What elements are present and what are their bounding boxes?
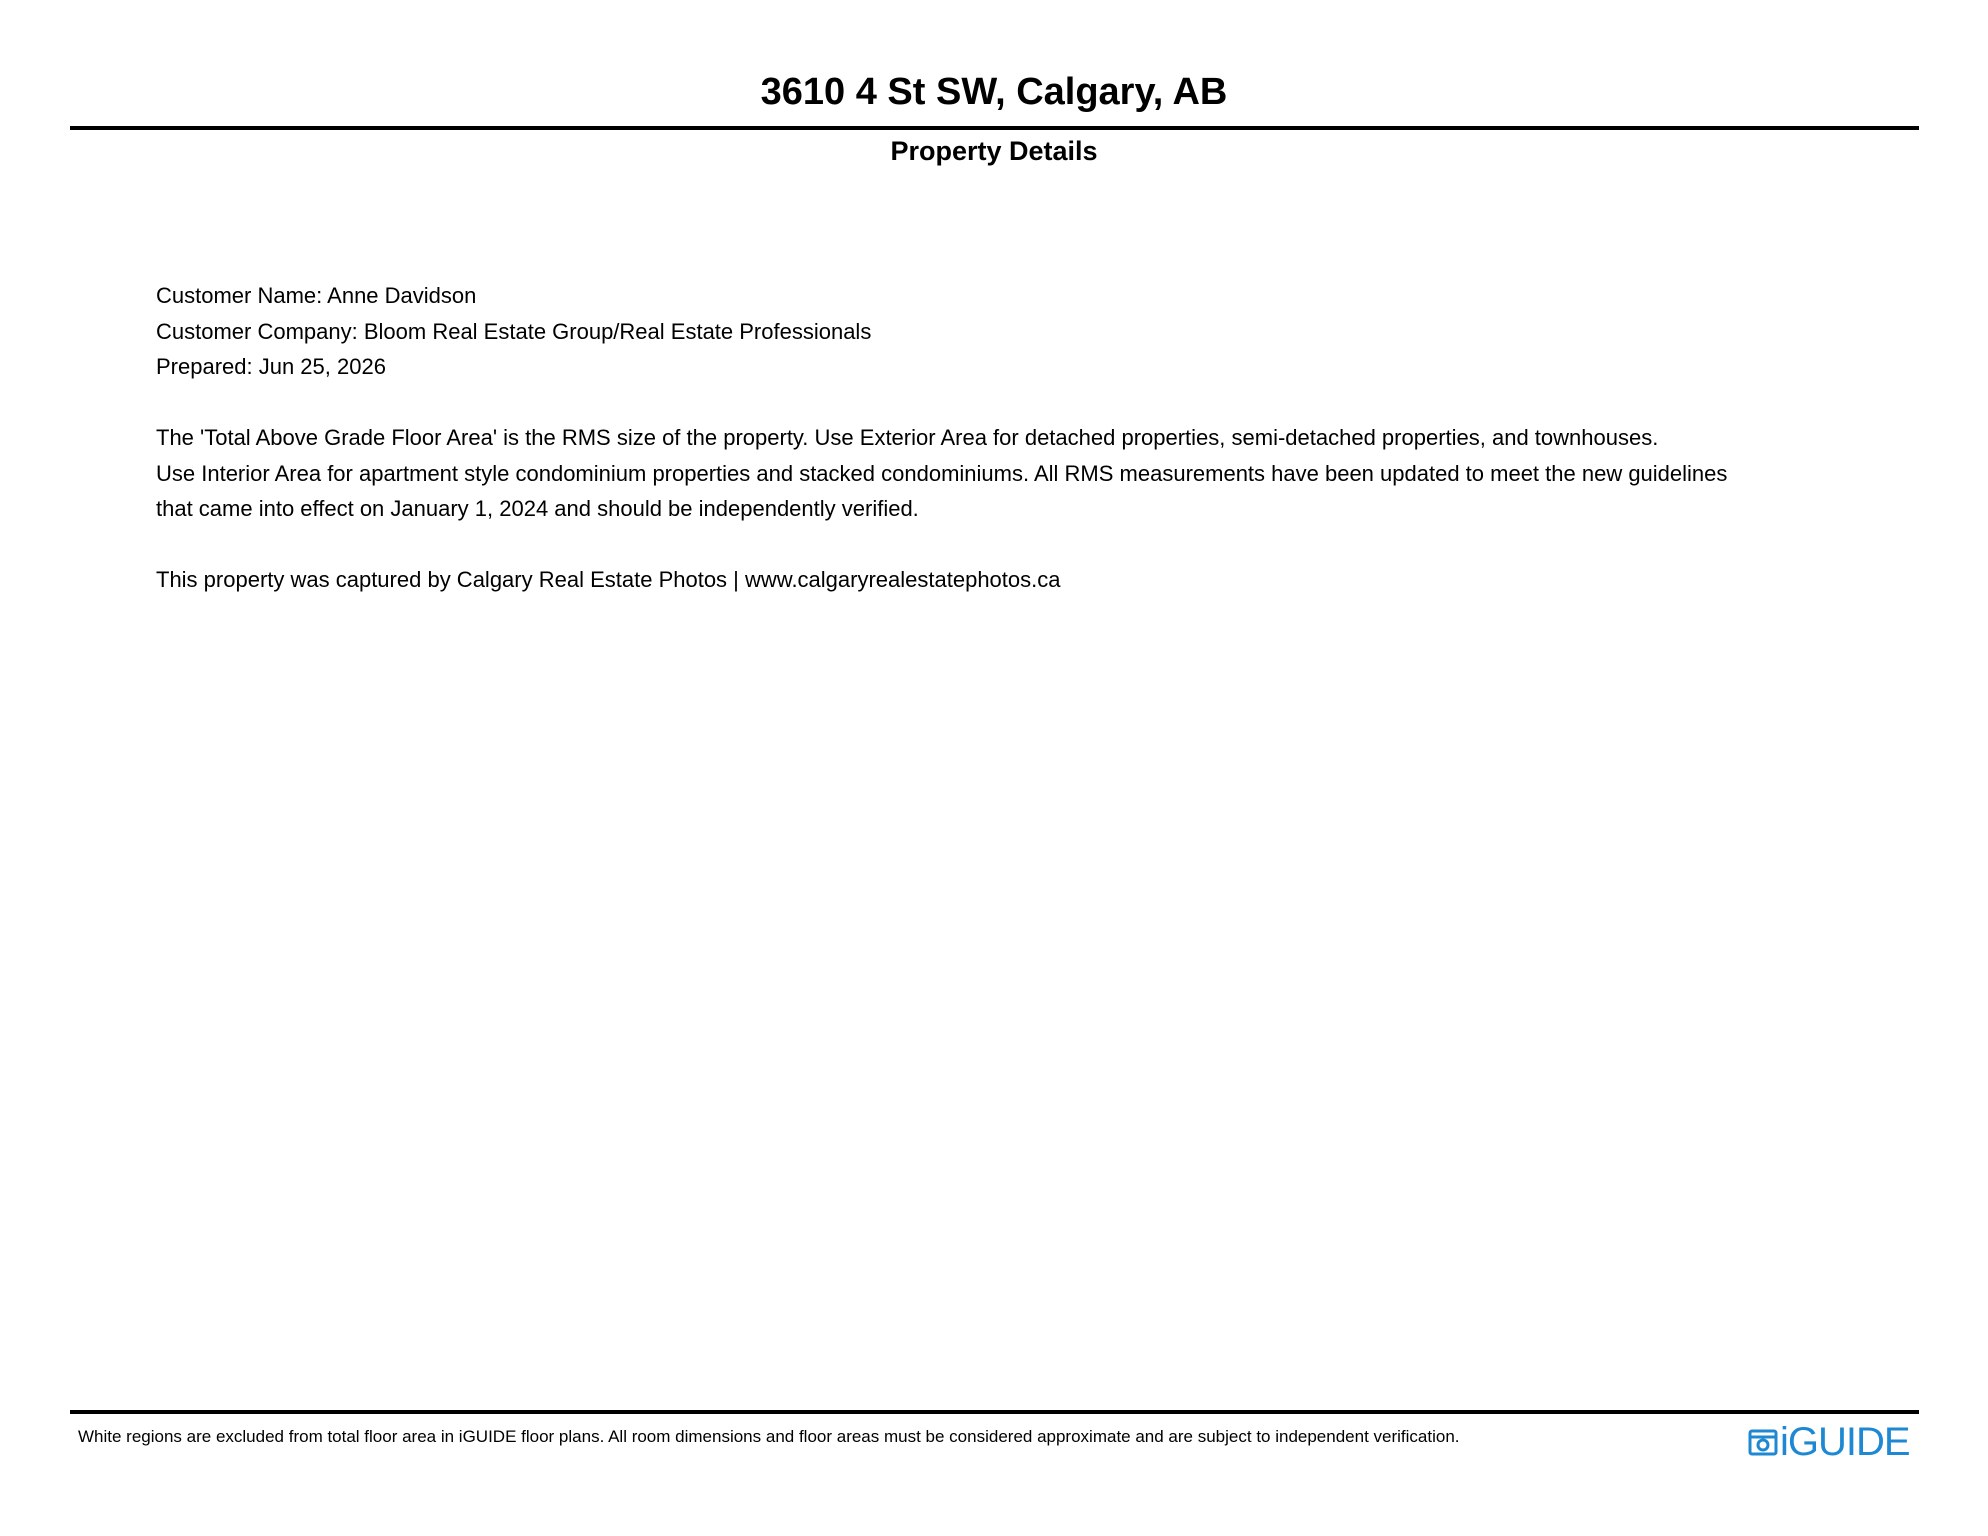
customer-company: Customer Company: Bloom Real Estate Group/Real Estate Professionals: [156, 318, 872, 344]
notice-line-2: Use Interior Area for apartment style condominium properties and stacked condominiums. All RMS measurements have been updated to meet the new guidelines: [156, 460, 1728, 486]
prepared-date: Prepared: Jun 25, 2026: [156, 354, 386, 379]
notice-line-3: that came into effect on January 1, 2024 and should be independently verified.: [156, 496, 919, 521]
footer-divider: [70, 1410, 1919, 1414]
logo-wordmark: iGUIDE: [1780, 1420, 1910, 1464]
footer-disclaimer: White regions are excluded from total floor area in iGUIDE floor plans. All room dimensions and floor areas must be considered approximate and are subject to independent verification.: [78, 1427, 1460, 1446]
iguide-logo: [1748, 1420, 1910, 1464]
spacer: [156, 527, 1856, 563]
notice-line-1: The 'Total Above Grade Floor Area' is the RMS size of the property. Use Exterior Area for detached properties, semi-detached properties, and townhouses.: [156, 425, 1659, 450]
page-title: 3610 4 St SW, Calgary, AB: [760, 71, 1228, 113]
capture-credit: This property was captured by Calgary Real Estate Photos | www.calgaryrealestatephotos.ca: [156, 567, 1061, 592]
section-heading: Property Details: [890, 136, 1098, 166]
customer-name: Customer Name: Anne Davidson: [156, 283, 477, 308]
iguide-camera-icon: [1748, 1427, 1778, 1457]
title-divider: [70, 126, 1919, 130]
property-details-body: [156, 278, 1856, 598]
spacer: [156, 385, 1856, 421]
